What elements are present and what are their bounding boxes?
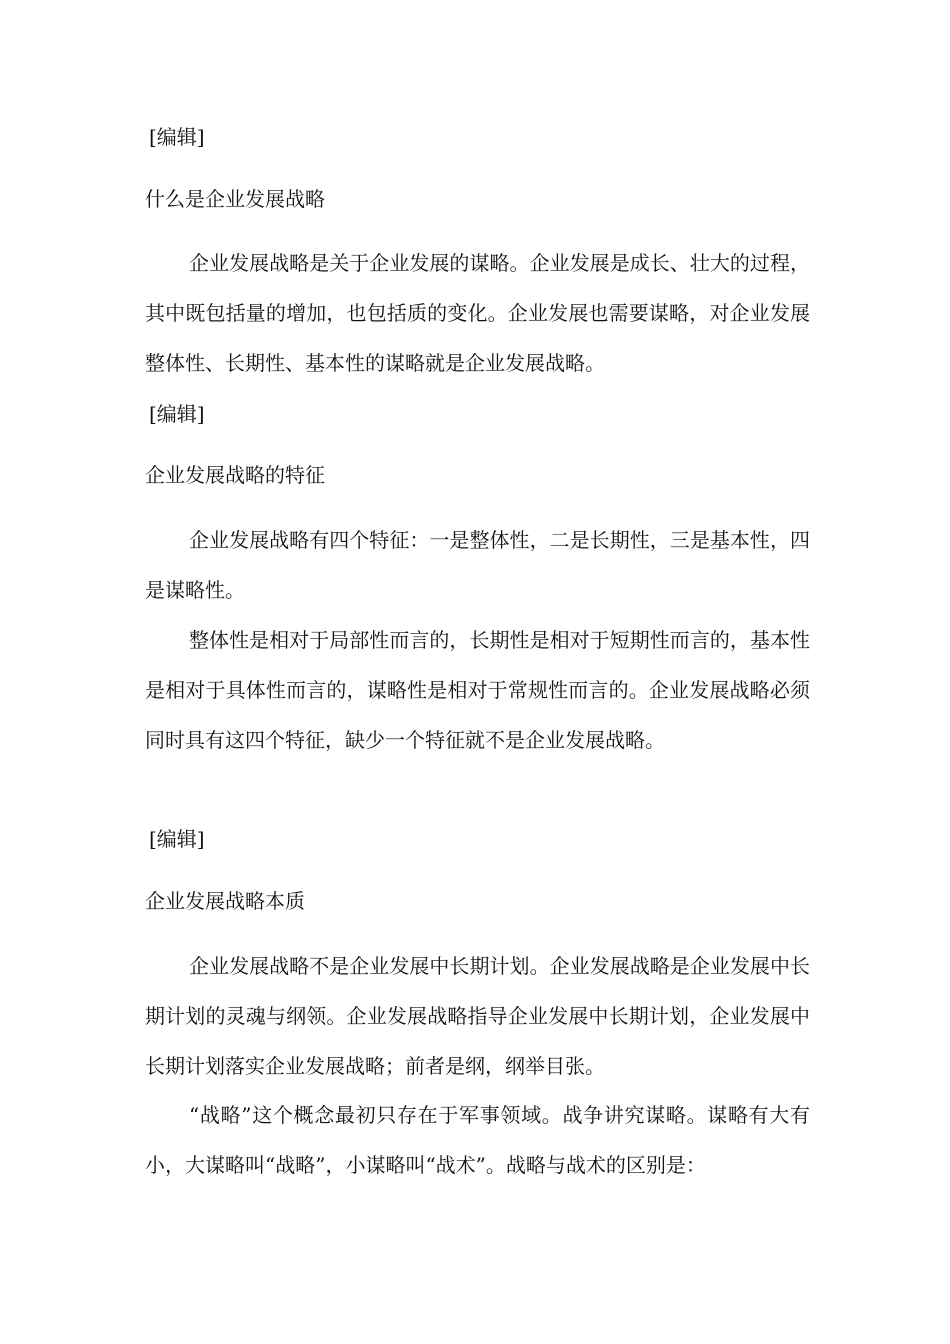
edit-link[interactable]: [编辑] <box>149 125 205 149</box>
paragraph: 企业发展战略不是企业发展中长期计划。企业发展战略是企业发展中长期计划的灵魂与纲领。企业发展战略指导企业发展中长期计划，企业发展中长期计划落实企业发展战略；前者是纲，纲举目张。 <box>145 954 810 1078</box>
section-heading: 企业发展战略的特征 <box>145 463 325 487</box>
paragraph: 整体性是相对于局部性而言的，长期性是相对于短期性而言的，基本性是相对于具体性而言的，谋略性是相对于常规性而言的。企业发展战略必须同时具有这四个特征，缺少一个特征就不是企业发展战略。 <box>145 628 810 752</box>
paragraph: 企业发展战略是关于企业发展的谋略。企业发展是成长、壮大的过程，其中既包括量的增加，也包括质的变化。企业发展也需要谋略，对企业发展整体性、长期性、基本性的谋略就是企业发展战略。 <box>145 251 810 375</box>
section-heading: 企业发展战略本质 <box>145 889 305 913</box>
paragraph: “战略”这个概念最初只存在于军事领域。战争讲究谋略。谋略有大有小，大谋略叫“战略”，小谋略叫“战术”。战略与战术的区别是： <box>145 1103 810 1177</box>
edit-link[interactable]: [编辑] <box>149 827 205 851</box>
paragraph: 企业发展战略有四个特征：一是整体性，二是长期性，三是基本性，四是谋略性。 <box>145 528 810 602</box>
edit-link[interactable]: [编辑] <box>149 402 205 426</box>
section-heading: 什么是企业发展战略 <box>145 187 325 211</box>
